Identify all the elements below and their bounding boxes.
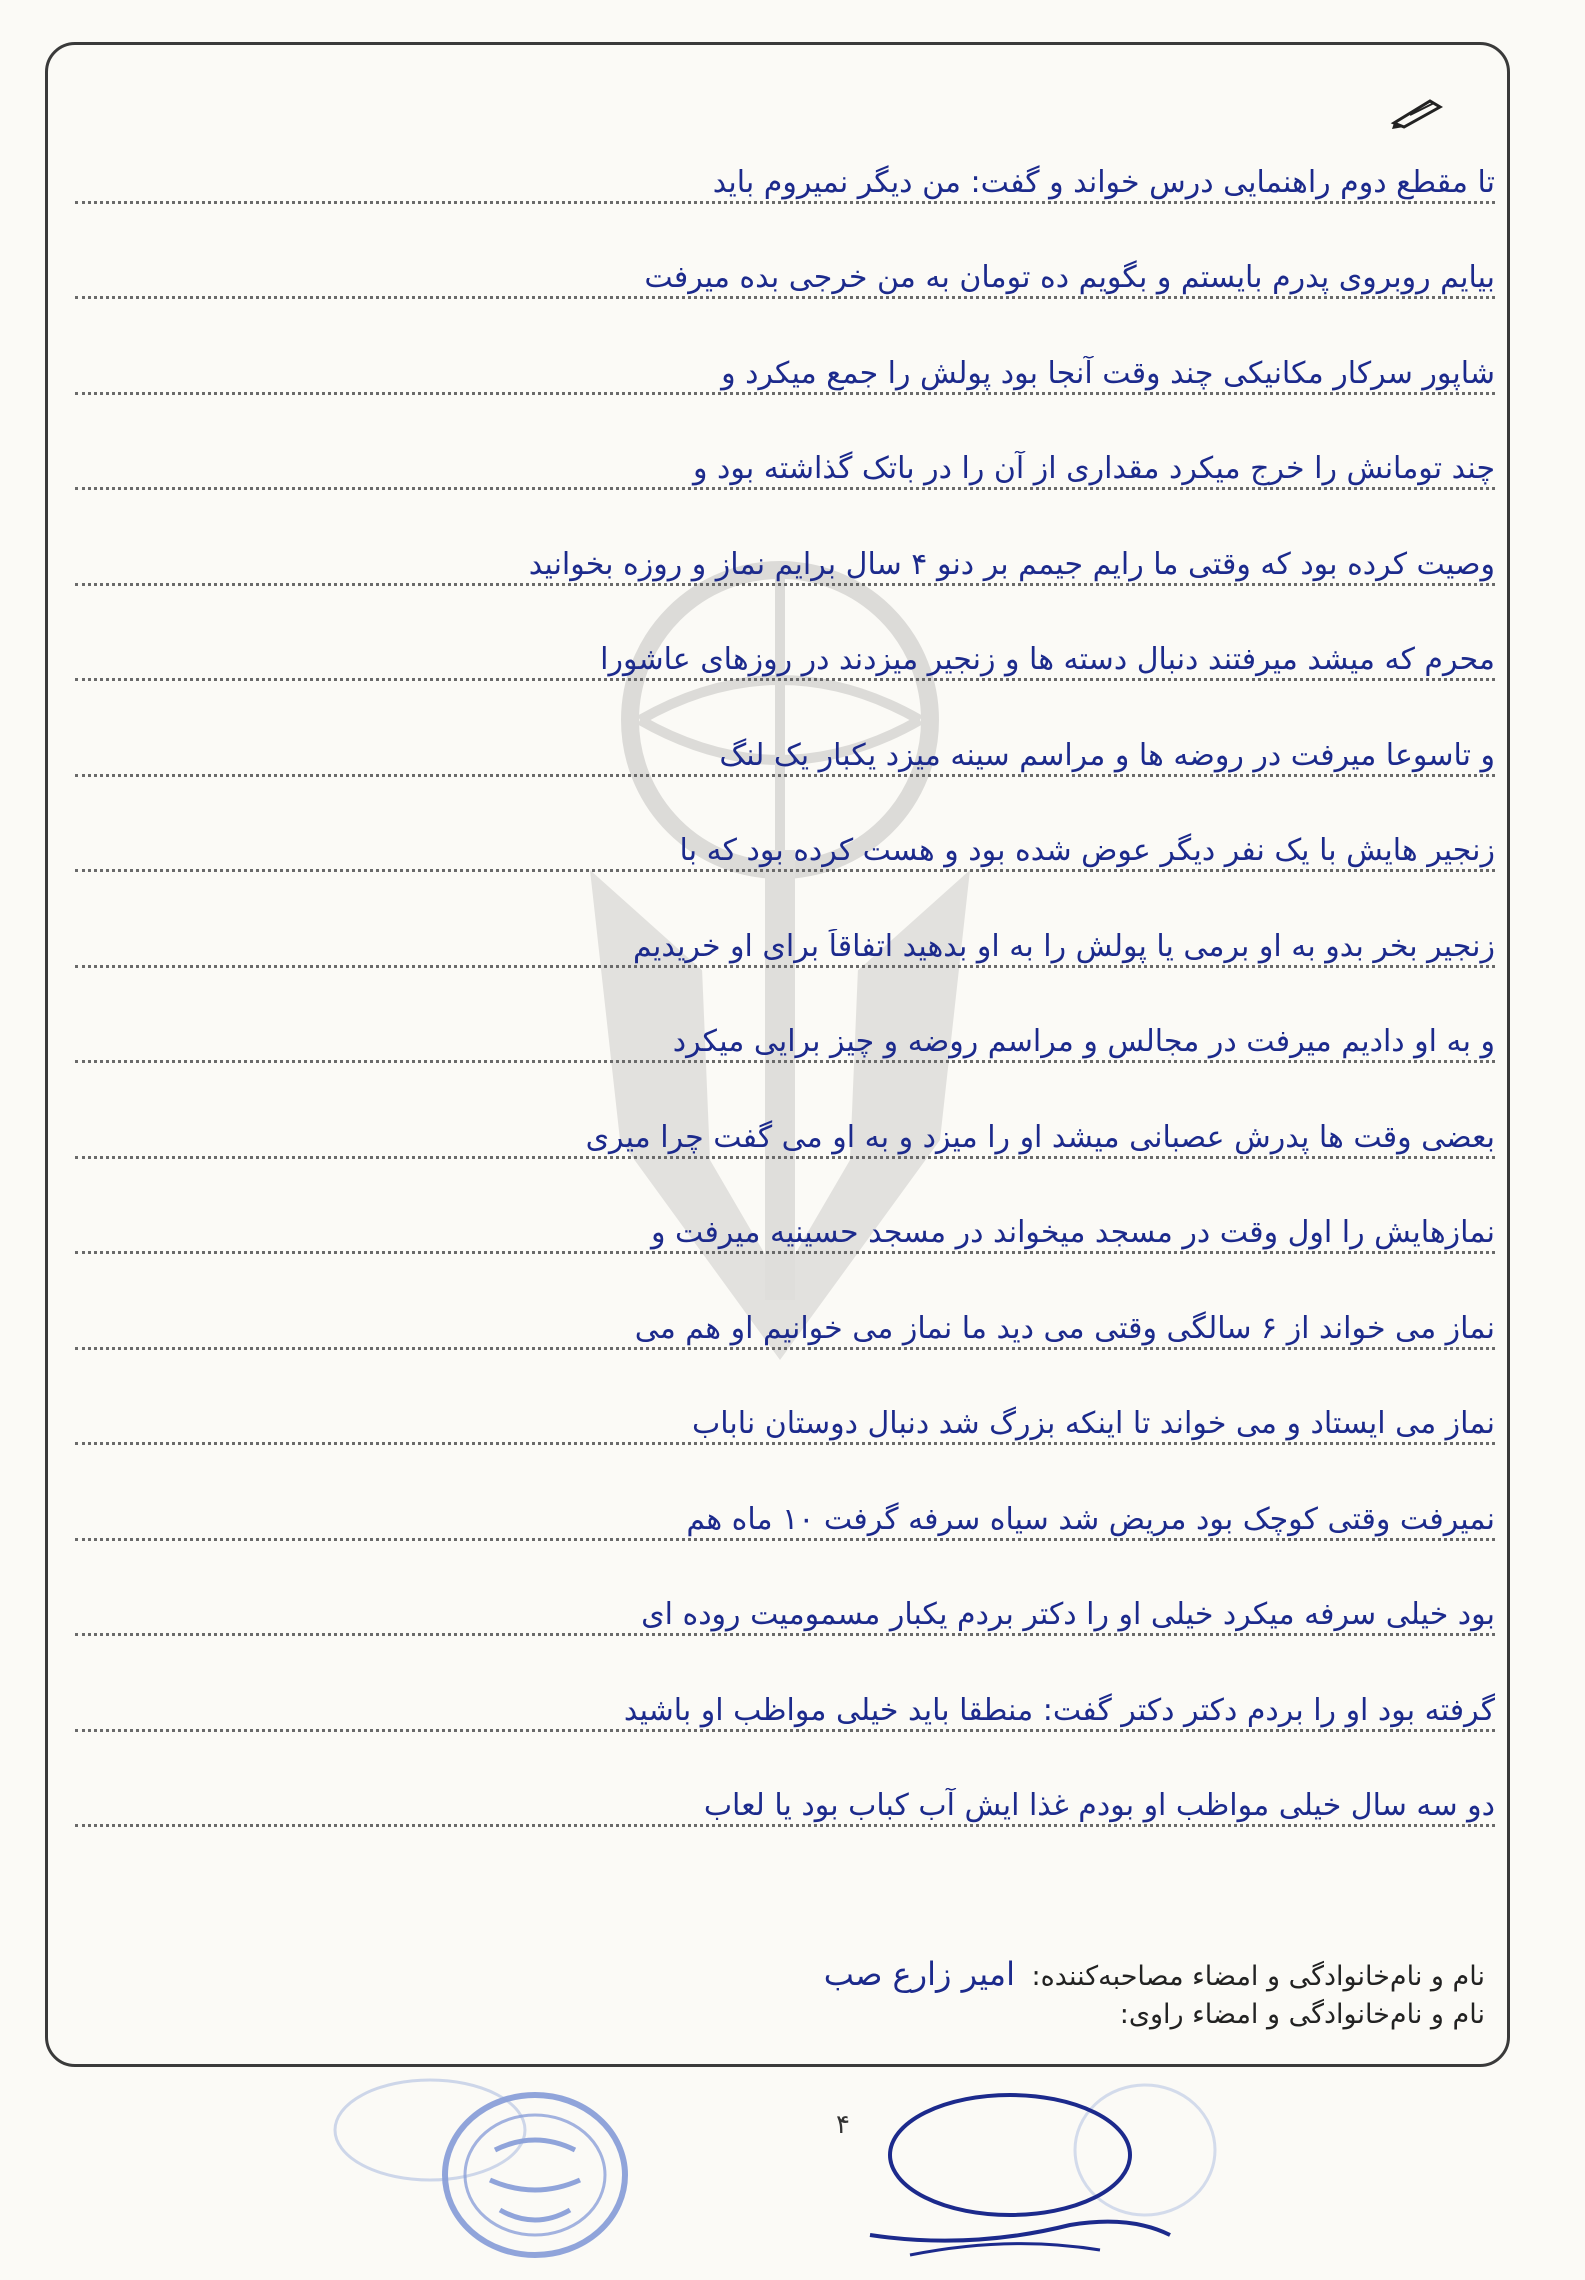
faint-stamp-icon <box>330 2075 530 2185</box>
text-line <box>75 409 1495 505</box>
text-line <box>75 122 1495 218</box>
text-line <box>75 1459 1495 1555</box>
text-line <box>75 600 1495 696</box>
text-line-content: بود خیلی سرفه میکرد خیلی او را دکتر بردم یکبار مسمومیت روده ای <box>641 1597 1495 1632</box>
text-line-content: و تاسوعا میرفت در روضه ها و مراسم سینه میزد یکبار یک لنگ <box>719 737 1495 773</box>
text-line <box>75 1650 1495 1746</box>
text-line <box>75 1268 1495 1364</box>
text-line <box>75 313 1495 409</box>
text-line <box>75 1746 1495 1842</box>
text-line-content: شاپور سرکار مکانیکی چند وقت آنجا بود پولش را جمع میکرد و <box>721 355 1495 391</box>
text-line-content: چند تومانش را خرج میکرد مقداری از آن را در باتک گذاشته بود و <box>692 451 1495 486</box>
text-line <box>75 791 1495 887</box>
text-line <box>75 1555 1495 1651</box>
text-line-content: نماز می خواند از ۶ سالگی وقتی می دید ما نماز می خوانیم او هم می <box>634 1310 1495 1346</box>
text-line-content: دو سه سال خیلی مواظب او بودم غذا ایش آب کباب بود یا لعاب <box>703 1788 1495 1823</box>
text-line-content: نمیرفت وقتی کوچک بود مریض شد سیاه سرفه گرفت ۱۰ ماه هم <box>686 1501 1495 1537</box>
text-line-content: وصیت کرده بود که وقتی ما رایم جیمم بر دنو ۴ سال برایم نماز و روزه بخوانید <box>528 546 1495 582</box>
text-line <box>75 1077 1495 1173</box>
text-line <box>75 504 1495 600</box>
text-line <box>75 695 1495 791</box>
text-line-content: نمازهایش را اول وقت در مسجد میخواند در مسجد حسینیه میرفت و <box>650 1215 1495 1250</box>
text-line-content: نماز می ایستاد و می خواند تا اینکه بزرگ شد دنبال دوستان ناباب <box>692 1406 1495 1441</box>
text-line <box>75 1364 1495 1460</box>
text-line-content: و به او دادیم میرفت در مجالس و مراسم روضه و چیز برایی میکرد <box>672 1024 1495 1059</box>
interviewer-name: امیر زارع صب <box>823 1955 1015 1993</box>
text-line-content: گرفته بود او را بردم دکتر دکتر گفت: منطقا باید خیلی مواظب او باشید <box>623 1692 1495 1728</box>
interviewer-label: نام و نام‌خانوادگی و امضاء مصاحبه‌کننده: <box>1031 1961 1485 1992</box>
text-line-content: زنجیر هایش با یک نفر دیگر عوض شده بود و هست کرده بود که با <box>679 833 1495 868</box>
signature-icon <box>850 2085 1180 2270</box>
signature-footer <box>75 1955 1485 2039</box>
text-line-content: بعضی وقت ها پدرش عصبانی میشد او را میزد و به او می گفت چرا میری <box>585 1119 1495 1155</box>
narrator-label: نام و نام‌خانوادگی و امضاء راوی: <box>1119 1999 1485 2030</box>
text-line <box>75 886 1495 982</box>
text-line <box>75 1173 1495 1269</box>
page-number: ۴ <box>836 2110 850 2140</box>
text-line-content: بیایم روبروی پدرم بایستم و بگویم ده تومان به من خرجی بده میرفت <box>644 260 1495 295</box>
text-line <box>75 218 1495 314</box>
text-line-content: تا مقطع دوم راهنمایی درس خواند و گفت: من دیگر نمیروم باید <box>712 164 1495 200</box>
handwritten-text-block <box>75 122 1495 1841</box>
text-line <box>75 982 1495 1078</box>
text-line-content: محرم که میشد میرفتند دنبال دسته ها و زنجیر میزدند در روزهای عاشورا <box>600 642 1495 677</box>
text-line-content: زنجیر بخر بدو به او برمی یا پولش را به او بدهید اتفاقاً برای او خریدیم <box>633 928 1495 964</box>
